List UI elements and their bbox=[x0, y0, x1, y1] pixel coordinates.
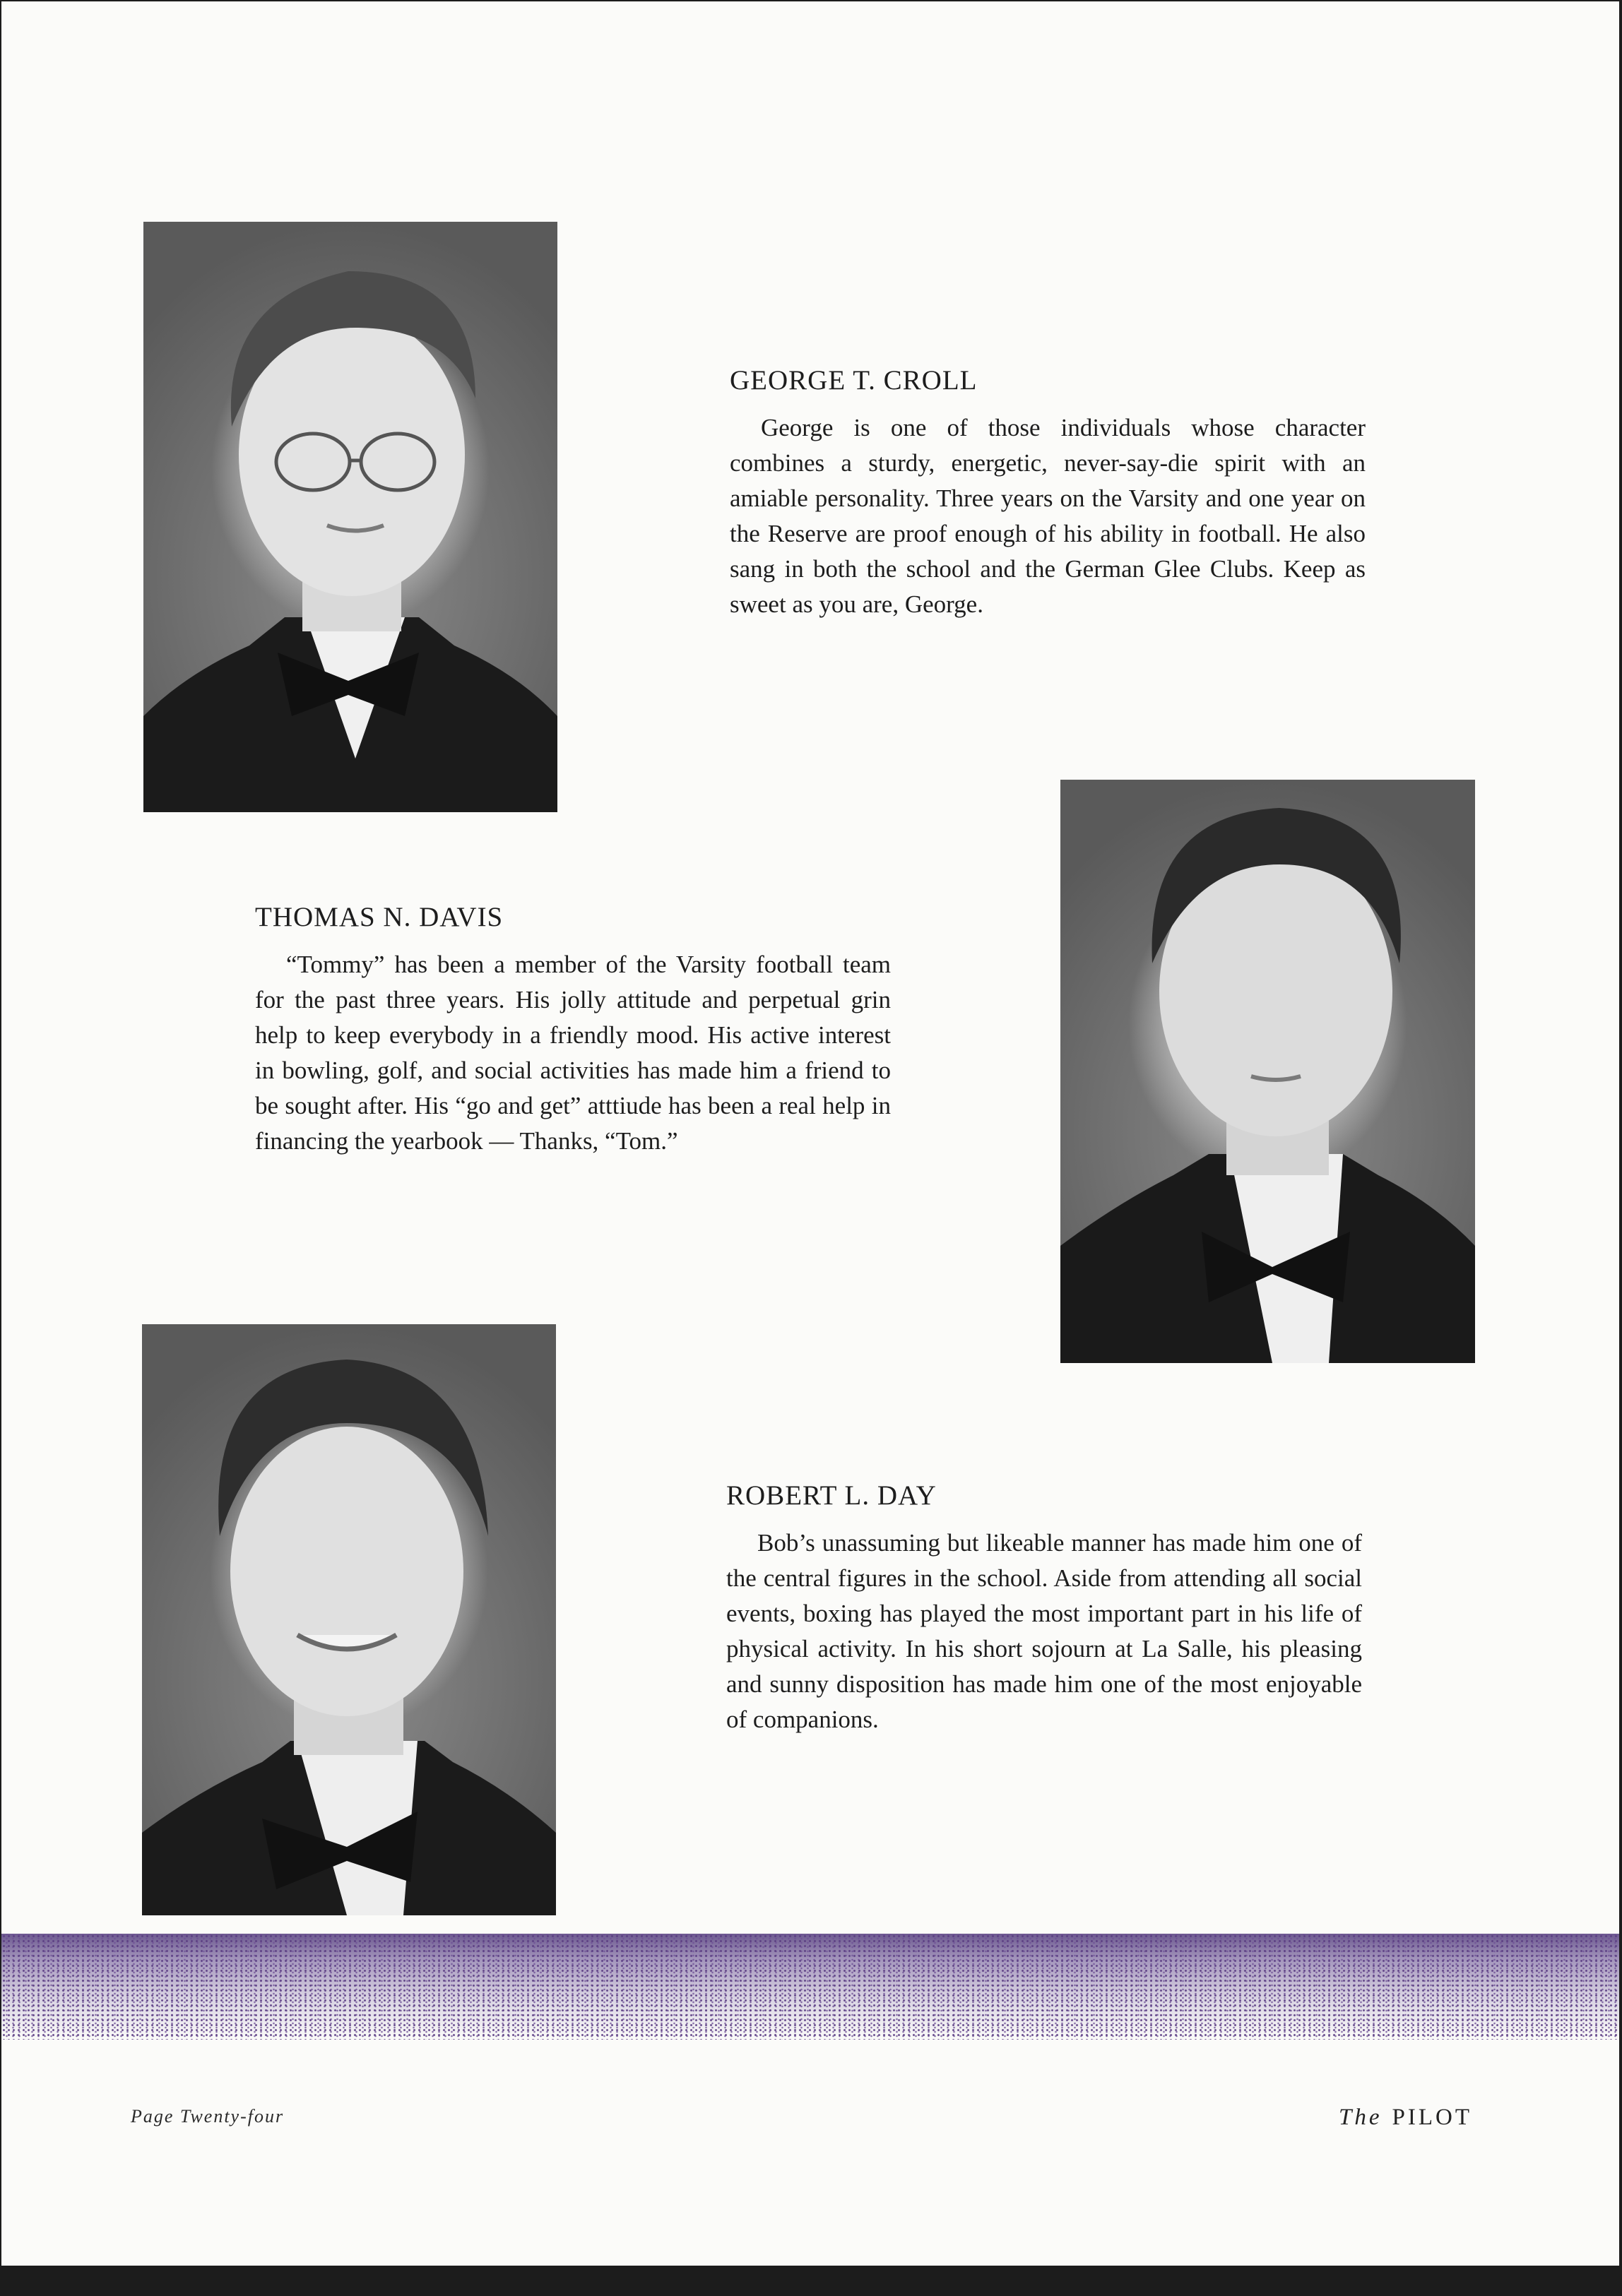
entry-biography: “Tommy” has been a member of the Varsity football team for the past three years. His jolly attitude and perpetual grin help to keep everybody in a friendly mood. His active interest in bowling, golf, and social activities has made him a friend to be sought after. His “go and get” atttiude has been a real help in financing the yearbook — Thanks, “Tom.” bbox=[255, 951, 891, 1155]
entry-name: THOMAS N. DAVIS bbox=[255, 902, 504, 932]
portrait-thomas-davis bbox=[1060, 780, 1475, 1363]
publication-article: The bbox=[1339, 2105, 1383, 2130]
portrait-robert-day bbox=[142, 1324, 556, 1915]
entry-biography: Bob’s unassuming but likeable manner has made him one of the central figures in the school. Aside from attending all social events, boxing has played the most important part in his life of physical activity. In his short sojourn at La Salle, his pleasing and sunny disposition has made him one of the most enjoyable of companions. bbox=[726, 1529, 1362, 1733]
entry-robert-day bbox=[726, 1480, 1362, 1737]
decorative-stipple-band bbox=[1, 1934, 1619, 2040]
entry-george-croll bbox=[730, 365, 1366, 622]
publication-title bbox=[1339, 2105, 1472, 2131]
publication-name: PILOT bbox=[1392, 2105, 1472, 2130]
entry-biography: George is one of those individuals whose character combines a sturdy, energetic, never-say-die spirit with an amiable personality. Three years on the Varsity and one year on the Reserve are proof enough of his ability in football. He also sang in both the school and the German Glee Clubs. Keep as sweet as you are, George. bbox=[730, 414, 1366, 618]
page-number-label: Page Twenty-four bbox=[131, 2106, 285, 2127]
entry-thomas-davis bbox=[255, 902, 891, 1159]
yearbook-page bbox=[1, 1, 1619, 2266]
entry-name: GEORGE T. CROLL bbox=[730, 365, 978, 395]
entry-name: ROBERT L. DAY bbox=[726, 1480, 937, 1511]
portrait-george-croll bbox=[143, 222, 557, 812]
